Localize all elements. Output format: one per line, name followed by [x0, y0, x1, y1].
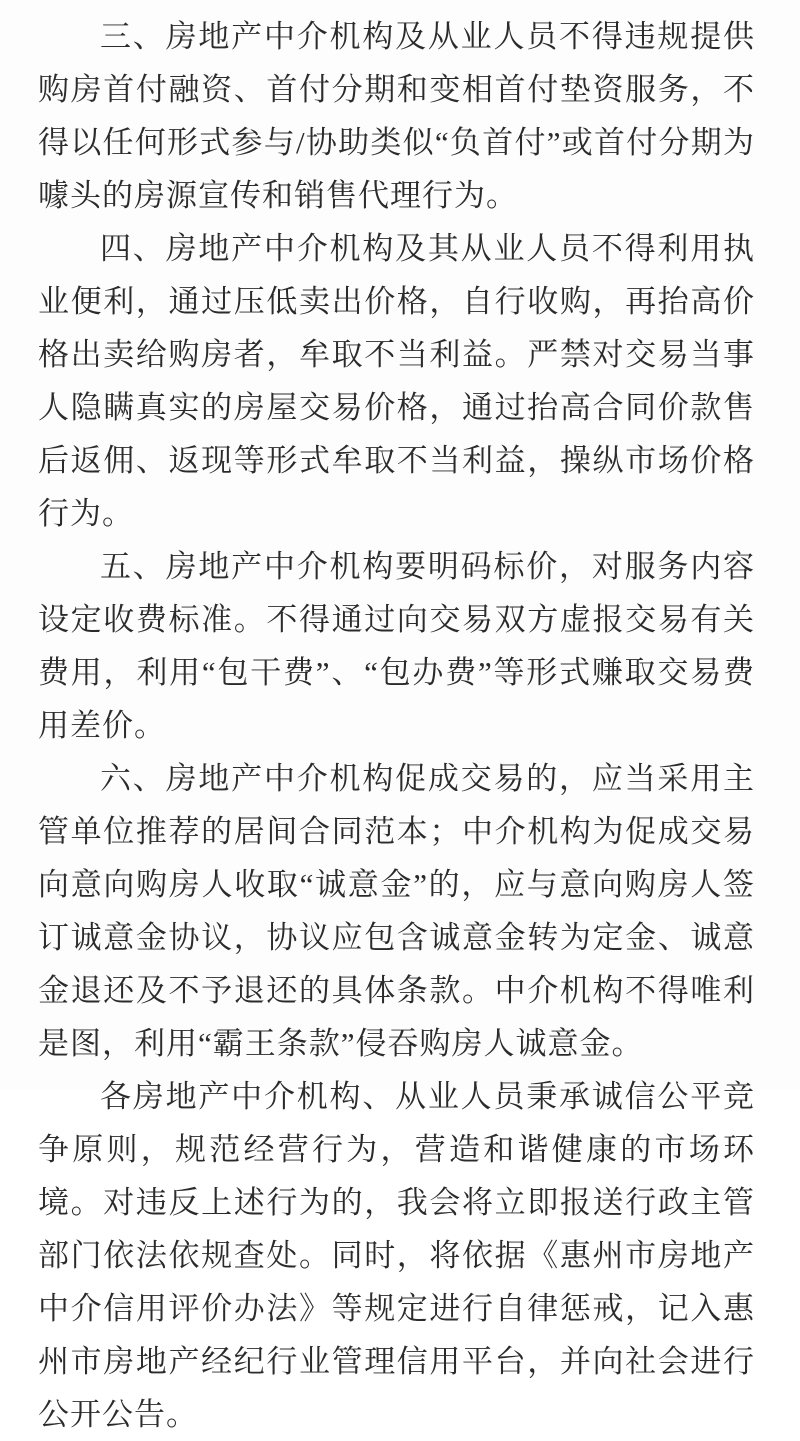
paragraph-closing: 各房地产中介机构、从业人员秉承诚信公平竞争原则，规范经营行为，营造和谐健康的市场环境。对违反上述行为的，我会将立即报送行政主管部门依法依规查处。同时，将依据《惠州市房地产中介信用评价办法》等规定进行自律惩戒，记入惠州市房地产经纪行业管理信用平台，并向社会进行公开公告。 [38, 1079, 755, 1432]
paragraph-item-4: 四、房地产中介机构及其从业人员不得利用执业便利，通过压低卖出价格，自行收购，再抬高价格出卖给购房者，牟取不当利益。严禁对交易当事人隐瞒真实的房屋交易价格，通过抬高合同价款售后返佣、返现等形式牟取不当利益，操纵市场价格行为。 [38, 231, 755, 531]
paragraph-item-3: 三、房地产中介机构及从业人员不得违规提供购房首付融资、首付分期和变相首付垫资服务，不得以任何形式参与/协助类似“负首付”或首付分期为噱头的房源宣传和销售代理行为。 [38, 19, 755, 213]
paragraph-item-6: 六、房地产中介机构促成交易的，应当采用主管单位推荐的居间合同范本；中介机构为促成交易向意向购房人收取“诚意金”的，应与意向购房人签订诚意金协议，协议应包含诚意金转为定金、诚意金退还及不予退还的具体条款。中介机构不得唯利是图，利用“霸王条款”侵吞购房人诚意金。 [38, 761, 755, 1061]
paragraph-item-5: 五、房地产中介机构要明码标价，对服务内容设定收费标准。不得通过向交易双方虚报交易有关费用，利用“包干费”、“包办费”等形式赚取交易费用差价。 [38, 549, 755, 743]
